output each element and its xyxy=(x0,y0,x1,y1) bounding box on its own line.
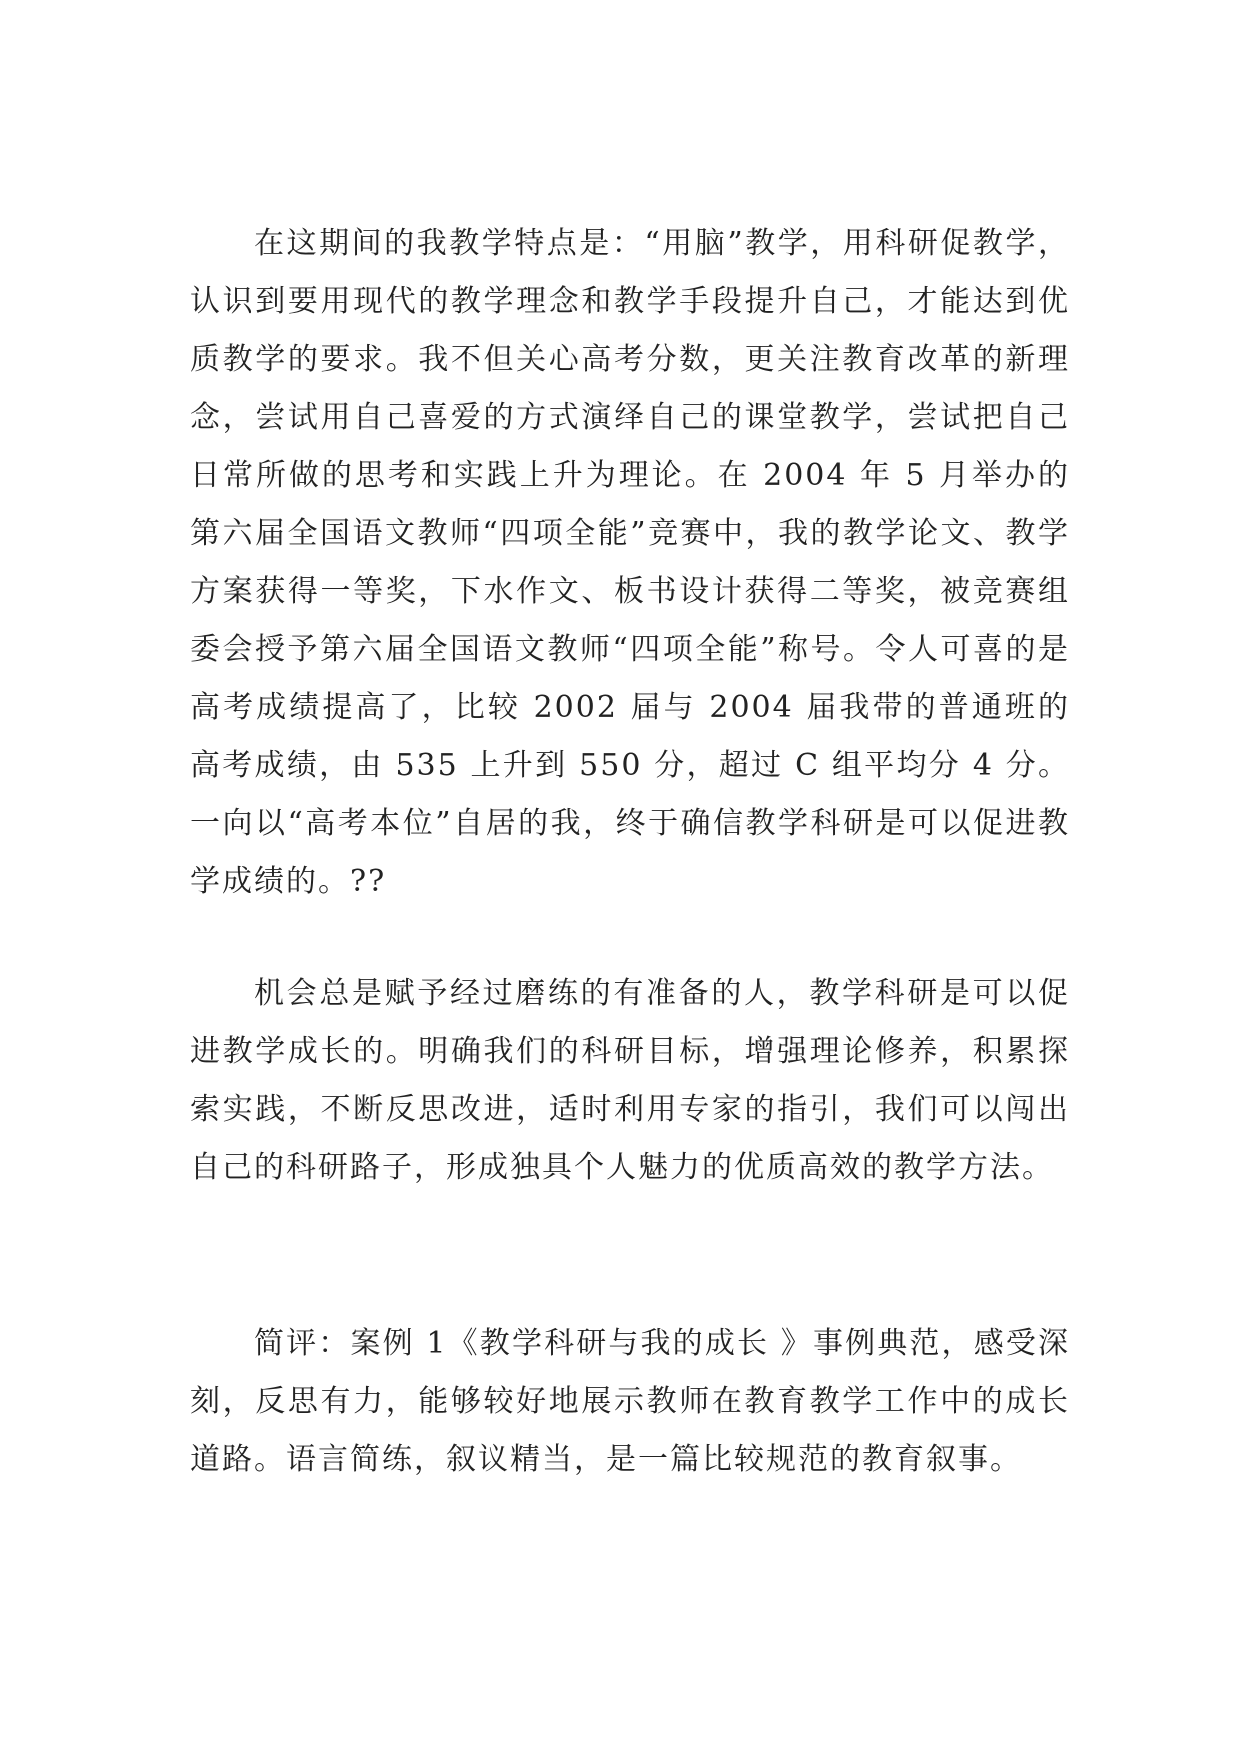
paragraph-opportunity: 机会总是赋予经过磨练的有准备的人，教学科研是可以促进教学成长的。明确我们的科研目标，增强理论修养，积累探索实践，不断反思改进，适时利用专家的指引，我们可以闯出自己的科研路子，形成独具个人魅力的优质高效的教学方法。 xyxy=(190,976,1070,1185)
paragraph-brief-review: 简评：案例 1《教学科研与我的成长 》事例典范，感受深刻，反思有力，能够较好地展示教师在教育教学工作中的成长道路。语言简练，叙议精当，是一篇比较规范的教育叙事。 xyxy=(190,1326,1070,1477)
paragraph-teaching-characteristics: 在这期间的我教学特点是：“用脑”教学，用科研促教学，认识到要用现代的教学理念和教学手段提升自己，才能达到优质教学的要求。我不但关心高考分数，更关注教育改革的新理念，尝试用自己喜爱的方式演绎自己的课堂教学，尝试把自己日常所做的思考和实践上升为理论。在 2004 年 5 月举办的第六届全国语文教师“四项全能”竞赛中，我的教学论文、教学方案获得一等奖，下水作文、板书设计获得二等奖，被竞赛组委会授予第六届全国语文教师“四项全能”称号。令人可喜的是高考成绩提高了，比较 2002 届与 2004 届我带的普通班的高考成绩，由 535 上升到 550 分，超过 C 组平均分 4 分。一向以“高考本位”自居的我，终于确信教学科研是可以促进教学成绩的。?? xyxy=(190,226,1070,899)
